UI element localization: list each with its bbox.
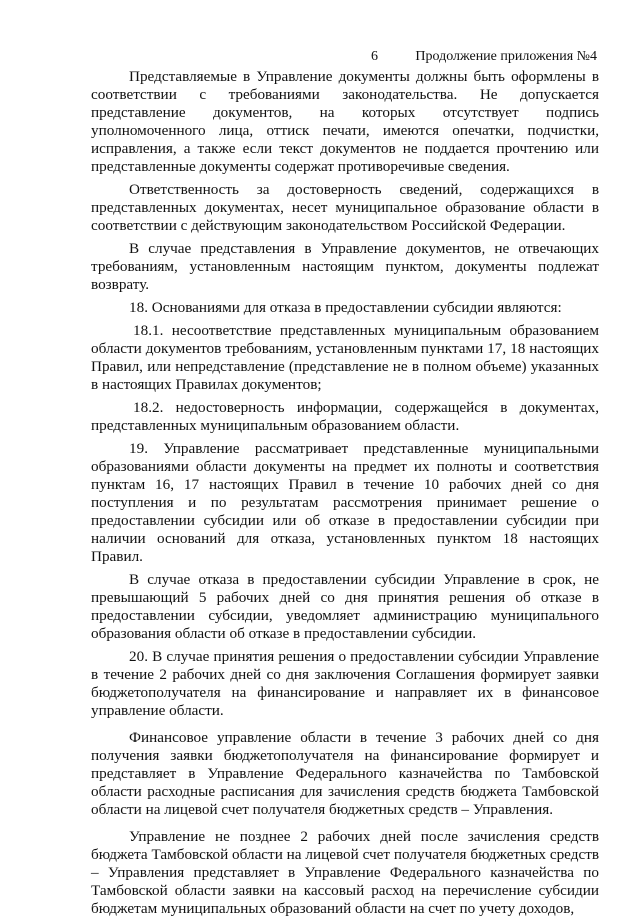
appendix-label: Продолжение приложения №4 bbox=[415, 49, 597, 64]
paragraph-18-1: 18.1. несоответствие представленных муниципальным образованием области документов требованиям, установленным пунктами 17, 18 настоящих Правил, или непредставление (представление не в полном объеме) указанных в настоящих Правилах документов; bbox=[91, 322, 599, 393]
paragraph-20-funding-request: 20. В случае принятия решения о предоставлении субсидии Управление в течение 2 рабочих дней со дня заключения Соглашения формирует заявки бюджетополучателя на финансирование и направляет их в финансовое управление области. bbox=[91, 648, 599, 719]
paragraph-19-review: 19. Управление рассматривает представленные муниципальными образованиями области документы на предмет их полноты и соответствия пунктам 16, 17 настоящих Правил в течение 10 рабочих дней со дня поступления и по результатам рассмотрения принимает решение о предоставлении субсидии или об отказе в предоставлении субсидии при наличии оснований для отказа, установленных пунктом 18 настоящих Правил. bbox=[91, 440, 599, 565]
document-body bbox=[91, 68, 599, 918]
paragraph-responsibility: Ответственность за достоверность сведений, содержащихся в представленных документах, несет муниципальное образование области в соответствии с действующим законодательством Российской Федерации. bbox=[91, 181, 599, 234]
paragraph-cash-expense: Управление не позднее 2 рабочих дней после зачисления средств бюджета Тамбовской области на лицевой счет получателя бюджетных средств – Управления представляет в Управление Федерального казначейства по Тамбовской области заявки на кассовый расход на перечисление субсидии бюджетам муниципальных образований области на счет по учету доходов, bbox=[91, 828, 599, 917]
paragraph-18-refusal-grounds: 18. Основаниями для отказа в предоставлении субсидии являются: bbox=[129, 299, 562, 316]
page-number: 6 bbox=[371, 49, 378, 64]
paragraph-18-2: 18.2. недостоверность информации, содержащейся в документах, представленных муниципальным образованием области. bbox=[91, 399, 599, 434]
page-header bbox=[0, 49, 640, 67]
paragraph-return-documents: В случае представления в Управление документов, не отвечающих требованиям, установленным настоящим пунктом, документы подлежат возврату. bbox=[91, 240, 599, 293]
paragraph-documents-format: Представляемые в Управление документы должны быть оформлены в соответствии с требованиями законодательства. Не допускается представление документов, на которых отсутствует подпись уполномоченного лица, оттиск печати, имеются опечатки, подчистки, исправления, а также если текст документов не поддается прочтению или представленные документы содержат противоречивые сведения. bbox=[91, 68, 599, 175]
paragraph-finance-office: Финансовое управление области в течение 3 рабочих дней со дня получения заявки бюджетополучателя на финансирование формирует и представляет в Управление Федерального казначейства по Тамбовской области расходные расписания для зачисления средств бюджета Тамбовской области на лицевой счет получателя бюджетных средств – Управления. bbox=[91, 729, 599, 818]
paragraph-refusal-notice: В случае отказа в предоставлении субсидии Управление в срок, не превышающий 5 рабочих дней со дня принятия решения об отказе в предоставлении субсидии, уведомляет администрацию муниципального образования области об отказе в предоставлении субсидии. bbox=[91, 571, 599, 642]
